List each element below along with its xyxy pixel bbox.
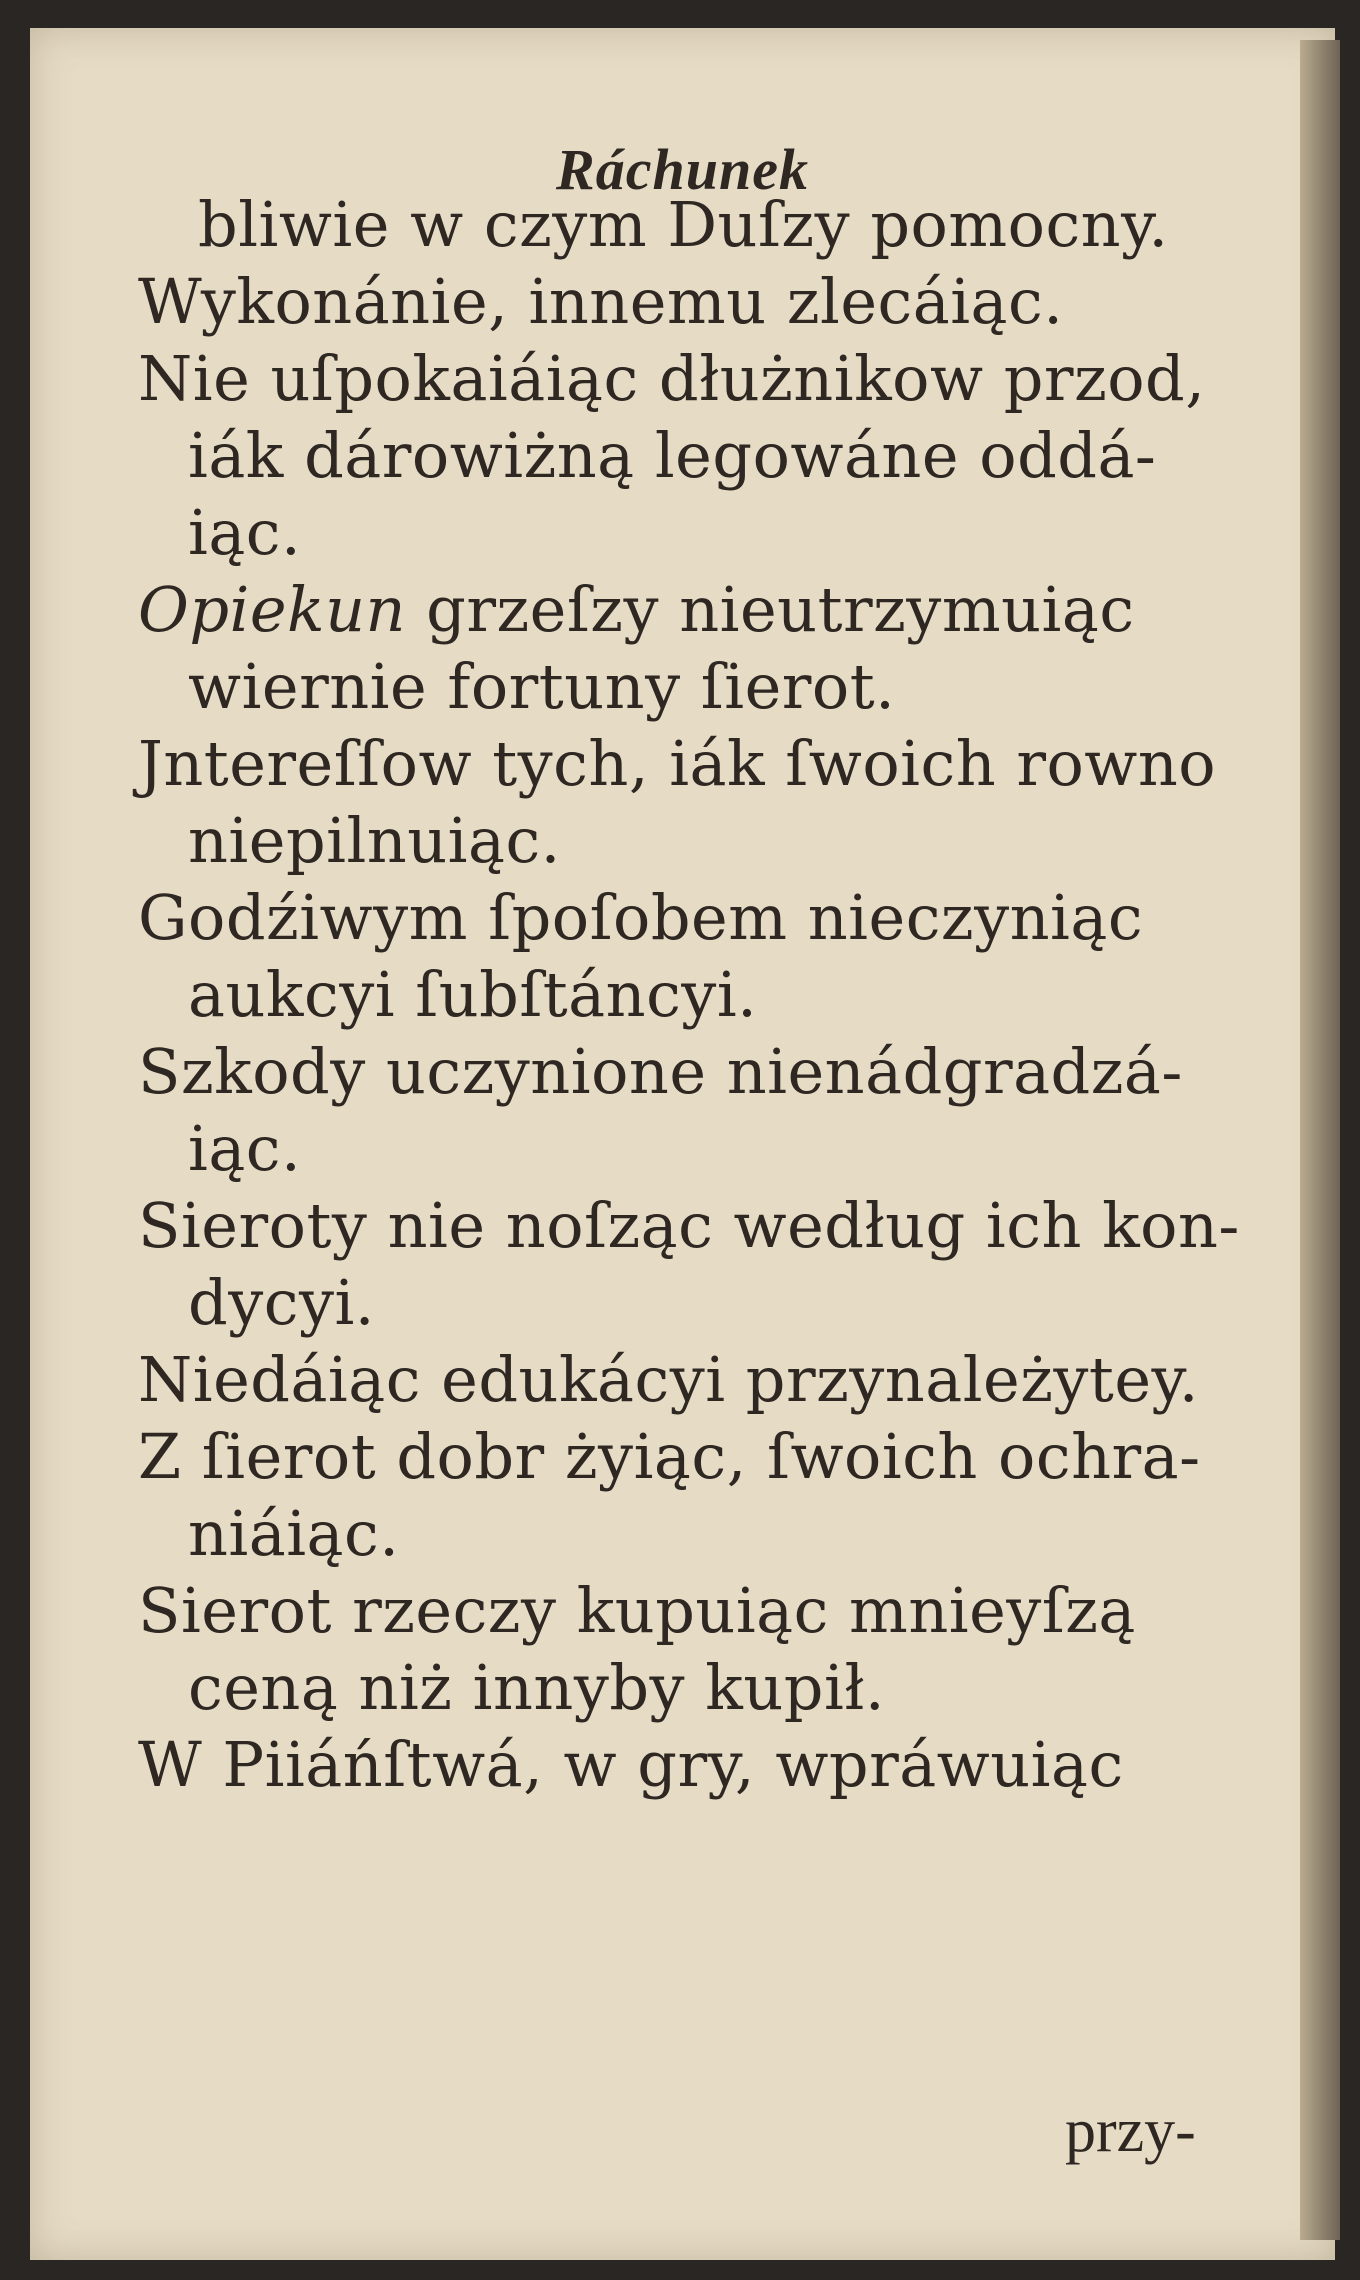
text-line: aukcyi ſubſtáncyi. bbox=[188, 958, 758, 1031]
text-line: W Piiáńſtwá, w gry, wpráwuiąc bbox=[138, 1728, 1124, 1801]
text-line: Opiekun grzeſzy nieutrzymuiąc bbox=[138, 573, 1135, 646]
text-line: Wykonánie, innemu zlecáiąc. bbox=[138, 265, 1064, 338]
text-line: Sieroty nie noſząc według ich kon- bbox=[138, 1189, 1240, 1262]
book-gutter-shadow bbox=[1300, 40, 1340, 2240]
text-line: Godźiwym ſpoſobem nieczyniąc bbox=[138, 881, 1144, 954]
text-line: Szkody uczynione nienádgradzá- bbox=[138, 1035, 1183, 1108]
catchword: przy- bbox=[1065, 2097, 1196, 2165]
text-line: Nie uſpokaiáiąc dłużnikow przod, bbox=[138, 342, 1206, 415]
text-line: niepilnuiąc. bbox=[188, 804, 561, 877]
text-line: niáiąc. bbox=[188, 1497, 400, 1570]
text-line: bliwie w czym Duſzy pomocny. bbox=[198, 188, 1169, 261]
text-line: iák dárowiżną legowáne oddá- bbox=[188, 419, 1157, 492]
page-paper bbox=[30, 28, 1335, 2260]
text-line: ceną niż innyby kupił. bbox=[188, 1651, 886, 1724]
text-line: Jntereſſow tych, iák ſwoich rowno bbox=[138, 727, 1217, 800]
text-line: dycyi. bbox=[188, 1266, 376, 1339]
text-line: wiernie fortuny ſierot. bbox=[188, 650, 896, 723]
italic-lead-word: Opiekun bbox=[138, 573, 406, 646]
text-line: iąc. bbox=[188, 496, 302, 569]
text-line: Z ſierot dobr żyiąc, ſwoich ochra- bbox=[138, 1420, 1201, 1493]
running-header: Ráchunek bbox=[556, 137, 809, 202]
text-line: Sierot rzeczy kupuiąc mnieyſzą bbox=[138, 1574, 1136, 1647]
text-line: iąc. bbox=[188, 1112, 302, 1185]
text-line: Niedáiąc edukácyi przynależytey. bbox=[138, 1343, 1200, 1416]
